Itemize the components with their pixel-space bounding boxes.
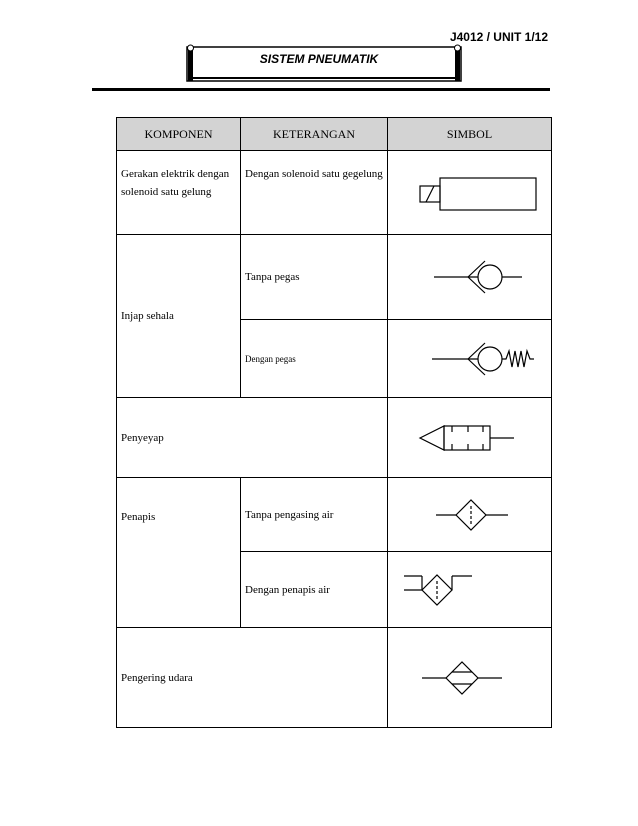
column-header: KOMPONEN	[117, 118, 241, 151]
filter-water-separator-icon	[388, 570, 552, 610]
page-title: SISTEM PNEUMATIK	[259, 52, 379, 66]
component-cell: Gerakan elektrik dengan solenoid satu gelung	[121, 168, 230, 198]
silencer-icon	[388, 418, 552, 458]
description-cell: Tanpa pegas	[245, 271, 300, 283]
description-cell: Tanpa pengasing air	[245, 508, 334, 521]
description-cell: Dengan pegas	[245, 353, 296, 364]
solenoid-actuator-icon	[388, 173, 552, 213]
column-header: SIMBOL	[388, 118, 552, 151]
description-cell: Dengan penapis air	[245, 583, 330, 596]
component-cell: Penyeyap	[121, 431, 164, 444]
table-row	[117, 398, 552, 478]
component-cell: Injap sehala	[121, 310, 174, 322]
air-dryer-icon	[388, 658, 552, 698]
filter-icon	[388, 495, 552, 535]
table-header-row	[117, 118, 552, 151]
check-valve-spring-icon	[388, 339, 552, 379]
description-cell: Dengan solenoid satu gegelung	[245, 168, 383, 180]
table-row	[117, 235, 552, 320]
check-valve-icon	[388, 257, 552, 297]
symbol-table	[116, 117, 552, 728]
table-row	[117, 628, 552, 728]
header-divider	[92, 88, 550, 91]
table-row	[117, 151, 552, 235]
column-header: KETERANGAN	[241, 118, 388, 151]
component-cell: Pengering udara	[121, 671, 193, 684]
table-row	[117, 478, 552, 552]
document-code: J4012 / UNIT 1/12	[449, 30, 548, 44]
component-cell: Penapis	[121, 511, 156, 523]
